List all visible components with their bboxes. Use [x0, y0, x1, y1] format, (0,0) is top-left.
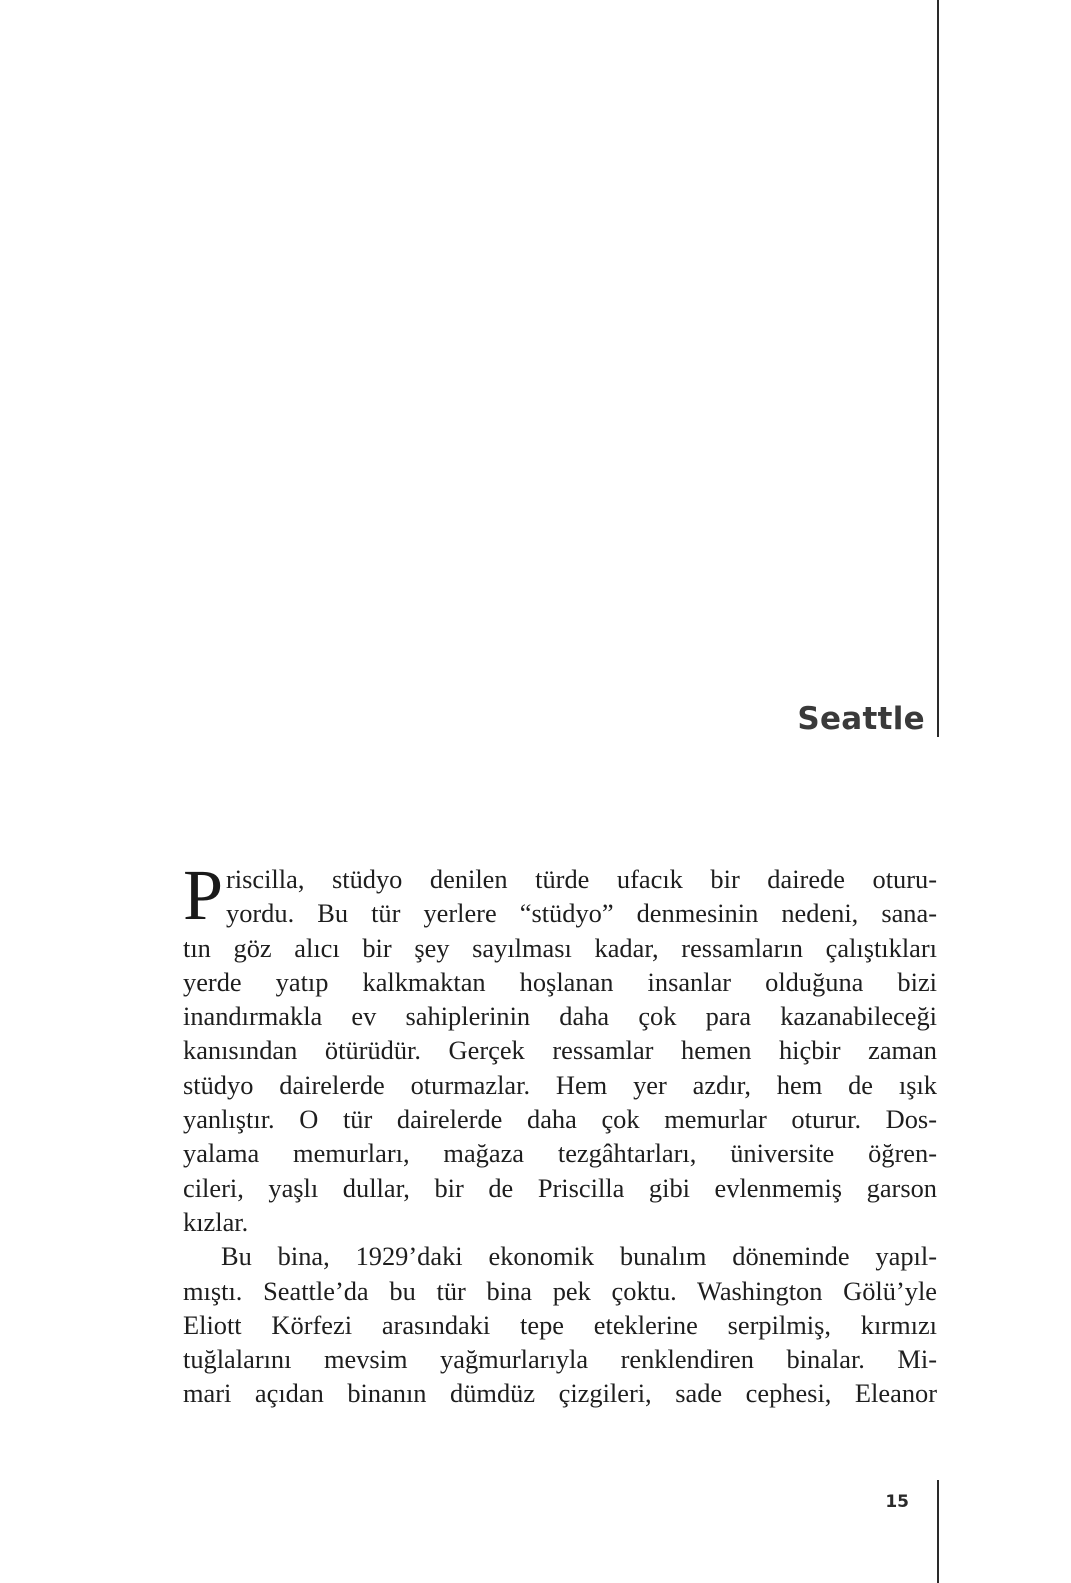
text-line: Eliott Körfezi arasındaki tepe eteklerine serpilmiş, kırmızı	[183, 1309, 937, 1340]
drop-cap: P	[183, 855, 224, 935]
text-line: riscilla, stüdyo denilen türde ufacık bir dairede oturu-	[226, 864, 937, 894]
text-line: yerde yatıp kalkmaktan hoşlanan insanlar olduğuna bizi	[183, 966, 937, 997]
text-line: Bu bina, 1929’daki ekonomik bunalım döneminde yapıl-	[221, 1241, 937, 1272]
text-line: kızlar.	[183, 1206, 249, 1237]
text-line: inandırmakla ev sahiplerinin daha çok para kazanabileceği	[183, 1001, 937, 1032]
text-line: yalama memurları, mağaza tezgâhtarları, üniversite öğren-	[183, 1138, 937, 1169]
chapter-title: Seattle	[797, 701, 925, 737]
text-line: tın göz alıcı bir şey sayılması kadar, ressamların çalıştıkları	[183, 932, 937, 963]
text-line: yanlıştır. O tür dairelerde daha çok memurlar oturur. Dos-	[183, 1104, 937, 1135]
text-line: tuğlalarını mevsim yağmurlarıyla renklendiren binalar. Mi-	[183, 1344, 937, 1375]
text-line: mari açıdan binanın dümdüz çizgileri, sade cephesi, Eleanor	[183, 1378, 937, 1409]
paragraph-1	[183, 855, 937, 1239]
text-line: kanısından ötürüdür. Gerçek ressamlar hemen hiçbir zaman	[183, 1035, 937, 1066]
margin-rule-bottom	[937, 1480, 939, 1583]
paragraph-2	[183, 1239, 937, 1410]
text-line: cileri, yaşlı dullar, bir de Priscilla gibi evlenmemiş garson	[183, 1172, 937, 1203]
text-line: stüdyo dairelerde oturmazlar. Hem yer azdır, hem de ışık	[183, 1069, 937, 1100]
body-text	[183, 855, 937, 1411]
text-line: yordu. Bu tür yerlere “stüdyo” denmesinin nedeni, sana-	[226, 898, 937, 929]
text-line: mıştı. Seattle’da bu tür bina pek çoktu. Washington Gölü’yle	[183, 1275, 937, 1306]
page-number: 15	[885, 1492, 909, 1512]
margin-rule-top	[937, 0, 939, 737]
